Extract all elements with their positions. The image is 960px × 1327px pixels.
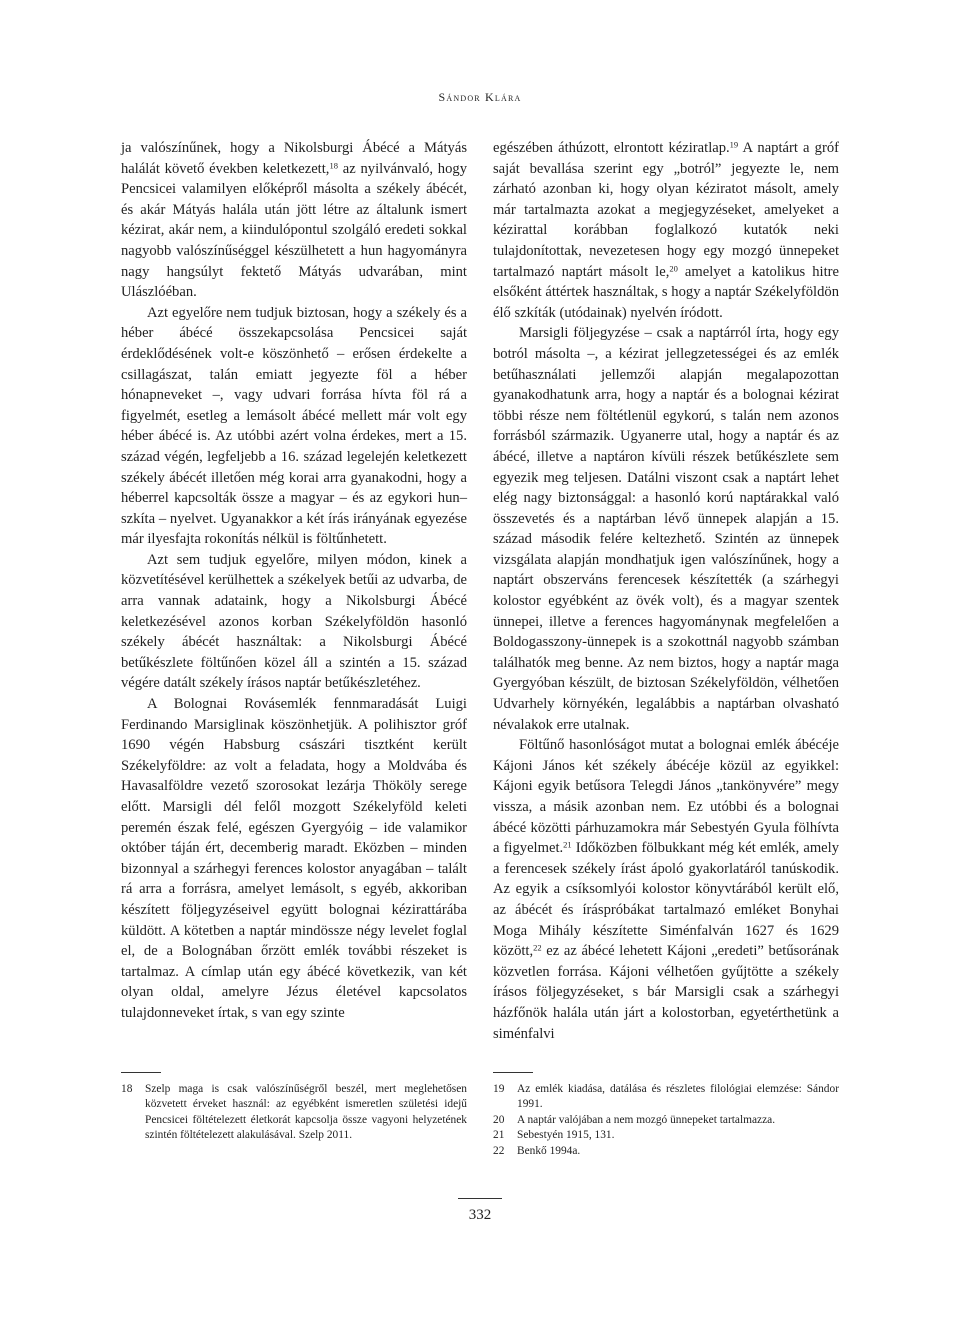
right-paragraph-3-c: ez az ábécé lehetett Kájoni „eredeti” betűsorának közvetlen forrása. Kájoni vélhetően gyűjtötte a székely írásos följegyzéseket, s bár Marsigli csak a szárhegyi házfőnök halála után járt a kolostorban, egyetérthetünk a siménfalvi [493,943,839,1042]
page-number-rule [458,1198,502,1199]
left-paragraph-1-rest: az nyilvánvaló, hogy Pencsicei valamilyen előképről másolta a székely ábécét, és akár Mátyás halála után jött létre az általunk ismert kézirat, akár nem, a kiindulópontul szolgáló eredeti sokkal nagyobb valószínűséggel készülhetett a hun hagyományra nagy hangsúlyt fektető Mátyás udvarában, mint Ulászlóéban. [121,160,467,301]
right-paragraph-1-c: amelyet a katolikus hitre elsőként áttértek használtak, s hogy a naptár Székelyföldön élő szkíták (utódainak) nyelvén íródott. [493,263,839,321]
footnote-text: Sebestyén 1915, 131. [517,1129,615,1142]
footnote-rule [121,1072,161,1073]
footnote-number: 18 [121,1083,133,1095]
footnote-ref-19[interactable]: 19 [729,139,739,150]
running-head: Sándor Klára [438,90,522,104]
left-paragraph-4: A Bolognai Rovásemlék fennmaradását Luigi Ferdinando Marsiglinak köszönhetjük. A polihisztor gróf 1690 végén Habsburg császári tisztként került Székelyföldre: az volt a feladata, hogy a Moldvába és Havasalföldre vezető szorosokat lezárja Thököly serege előtt. Marsigli dél felől mozgott Székelyföld keleti peremén észak felé, egészen Gyergyóig – ide valamikor október táján ért, decemberig maradt. Eközben – minden bizonnyal a szárhegyi ferences kolostor anyagában – talált rá arra a forrásra, amelyet lemásolt, s egyéb, akkoriban készített följegyzéseivel együtt bolognai kézirattárába küldött. A kötetben a naptár mindössze négy levelet foglal el, de a Bolognában őrzött emlék további részeket is tartalmaz. A címlap után egy ábécé következik, van két olyan oldal, amelyre Jézus életével kapcsolatos tulajdonneveket írtak, s van egy szinte [121,696,467,1021]
footnote-rule [493,1072,533,1073]
footnote-18 [121,1082,467,1144]
left-column [121,138,467,1024]
right-paragraph-2: Marsigli följegyzése – csak a naptárról írta, hogy egy botról másolta –, a kézirat jellegzetességei és az emlék betűhasználati jellemzői alapján megalapozottan gyanakodhatunk arra, hogy a naptár és a bolognai kézirat többi része nem föltétlenül egykorú, s talán nem azonos forrásból származik. Ugyanerre utal, hogy a naptár és az ábécé, illetve a naptáron kívüli részek betűkészlete sem egyezik meg teljesen. Datálni viszont csak a naptárt lehet elég nagy biztonsággal: a hasonló korú naptárakkal való összevetés és a naptárban lévő ünnepek alapján a 15. század második felére keltezhető. Szintén az ünnepek vizsgálata alapján mondhatjuk igen valószínűnek, hogy a naptárt obszerváns ferencesek készítették (a szárhegyi kolostor egyébként az övék volt), és a magyar szentek ünnepei, illetve a ferences hagyománynak megfelelően a Boldogasszony-ünnepek is a szokottnál nagyobb számban találhatók meg benne. Az nem biztos, hogy a naptár maga Gyergyóban készült, de biztosan Székelyföldön, vélhetően Udvarhely környékén, legalábbis a naptárban olvasható névalakok erre utalnak. [493,325,839,733]
footnote-ref-20[interactable]: 20 [669,262,678,273]
right-paragraph-3 [493,735,839,1044]
footnote-number: 19 [493,1083,505,1095]
right-paragraph-1 [493,138,839,323]
footnote-20 [493,1113,839,1128]
footnote-text: Az emlék kiadása, datálása és részletes filológiai elemzése: Sándor 1991. [517,1083,839,1111]
footnote-text: Szelp maga is csak valószínűségről beszél, mert meglehetősen közvetett érveket használ: az egyébként ismeretlen születési idejű Pencsicei föltételezett életkorát kapcsolja össze vagyoni helyzetének szintén föltételezett alakulásával. Szelp 2011. [145,1083,467,1142]
footnotes-right [493,1072,839,1159]
left-paragraph-2: Azt egyelőre nem tudjuk biztosan, hogy a székely és a héber ábécé összekapcsolása Pencsicei saját érdeklődésének volt-e köszönhető – erősen érdekelte a csillagászat, talán emiatt jegyezte föl a héber hónapneveket –, vagy udvari forrása hívta föl rá a figyelmét, esetleg a lemásolt ábécé mellett már volt egy héber ábécé is. Az utóbbi azért volna érdekes, mert a 15. század végén, legfeljebb a 16. század legelején keletkezett székely ábécét illetően még korai arra gyanakodni, hogy a héberrel kapcsolták össze a magyar – és az egykori hun–szkíta – nyelvet. Ugyanakkor a két írás irányának egyezése már ilyesfajta rokonítás nélkül is föltűnhetett. [121,304,467,548]
right-paragraph-1-b: A naptárt a gróf saját bevallása szerint egy „botról” jegyezte le, nem zárható azonban ki, hogy olyan kéziratot másolt, amely már tartalmazta azokat a megjegyzéseket, amelyeket a kézirattal korábban foglalkozó kutatók neki tulajdonítottak, nevezetesen hogy egy mozgó ünnepeket tartalmazó naptárt másolt le, [493,140,839,280]
footnote-21 [493,1128,839,1143]
footnote-number: 22 [493,1144,505,1157]
page-number: 332 [468,1207,492,1223]
footnote-ref-22[interactable]: 22 [533,942,542,953]
footnote-text: Benkő 1994a. [517,1144,581,1157]
right-paragraph-3-a: Föltűnő hasonlóságot mutat a bolognai emlék ábécéje Kájoni János két székely ábécéje közül az egyikkel: Kájoni egyik betűsora Telegdi János „tankönyvére” megy vissza, a másik azonban nem. Ez utóbbi és a bolognai ábécé közötti párhuzamokra már Sebestyén Gyula fölhívta a figyelmet. [493,737,839,857]
footnote-ref-18[interactable]: 18 [329,159,338,170]
right-column [493,138,839,1044]
footnote-ref-21[interactable]: 21 [563,839,572,850]
footnote-19 [493,1082,839,1113]
right-paragraph-1-a: egészében áthúzott, elrontott kéziratlap. [493,140,730,156]
right-paragraph-3-b: Időközben fölbukkant még két emlék, amely a ferencesek székely írást ápoló gyakorlatáról tanúskodik. Az egyik a csíksomlyói kolostor könyvtárából került elő, az ábécét és íráspróbákat tartalmazó emléket Bonyhai Moga Mihály készítette Siménfalván 1627 és 1629 között, [493,840,839,960]
footnote-number: 21 [493,1129,505,1142]
footnote-number: 20 [493,1113,505,1126]
footnotes-left [121,1072,467,1144]
footnote-text: A naptár valójában a nem mozgó ünnepeket tartalmazza. [517,1113,776,1126]
left-paragraph-1-text: ja valószínűnek, hogy a Nikolsburgi Ábécé a Mátyás halálát követő években keletkezett, [121,140,467,177]
left-paragraph-1 [121,138,467,303]
footnote-22 [493,1144,839,1159]
left-paragraph-3: Azt sem tudjuk egyelőre, milyen módon, kinek a közvetítésével kerülhettek a székelyek betűi az udvarba, de arra vannak adataink, hogy a Nikolsburgi Ábécé keletkezésével azonos korban Székelyföldön hasonló székely ábécét használtak: a Nikolsburgi Ábécé betűkészlete föltűnően közel áll a szintén a 15. század végére datált székely írásos naptár betűkészletéhez. [121,551,467,692]
